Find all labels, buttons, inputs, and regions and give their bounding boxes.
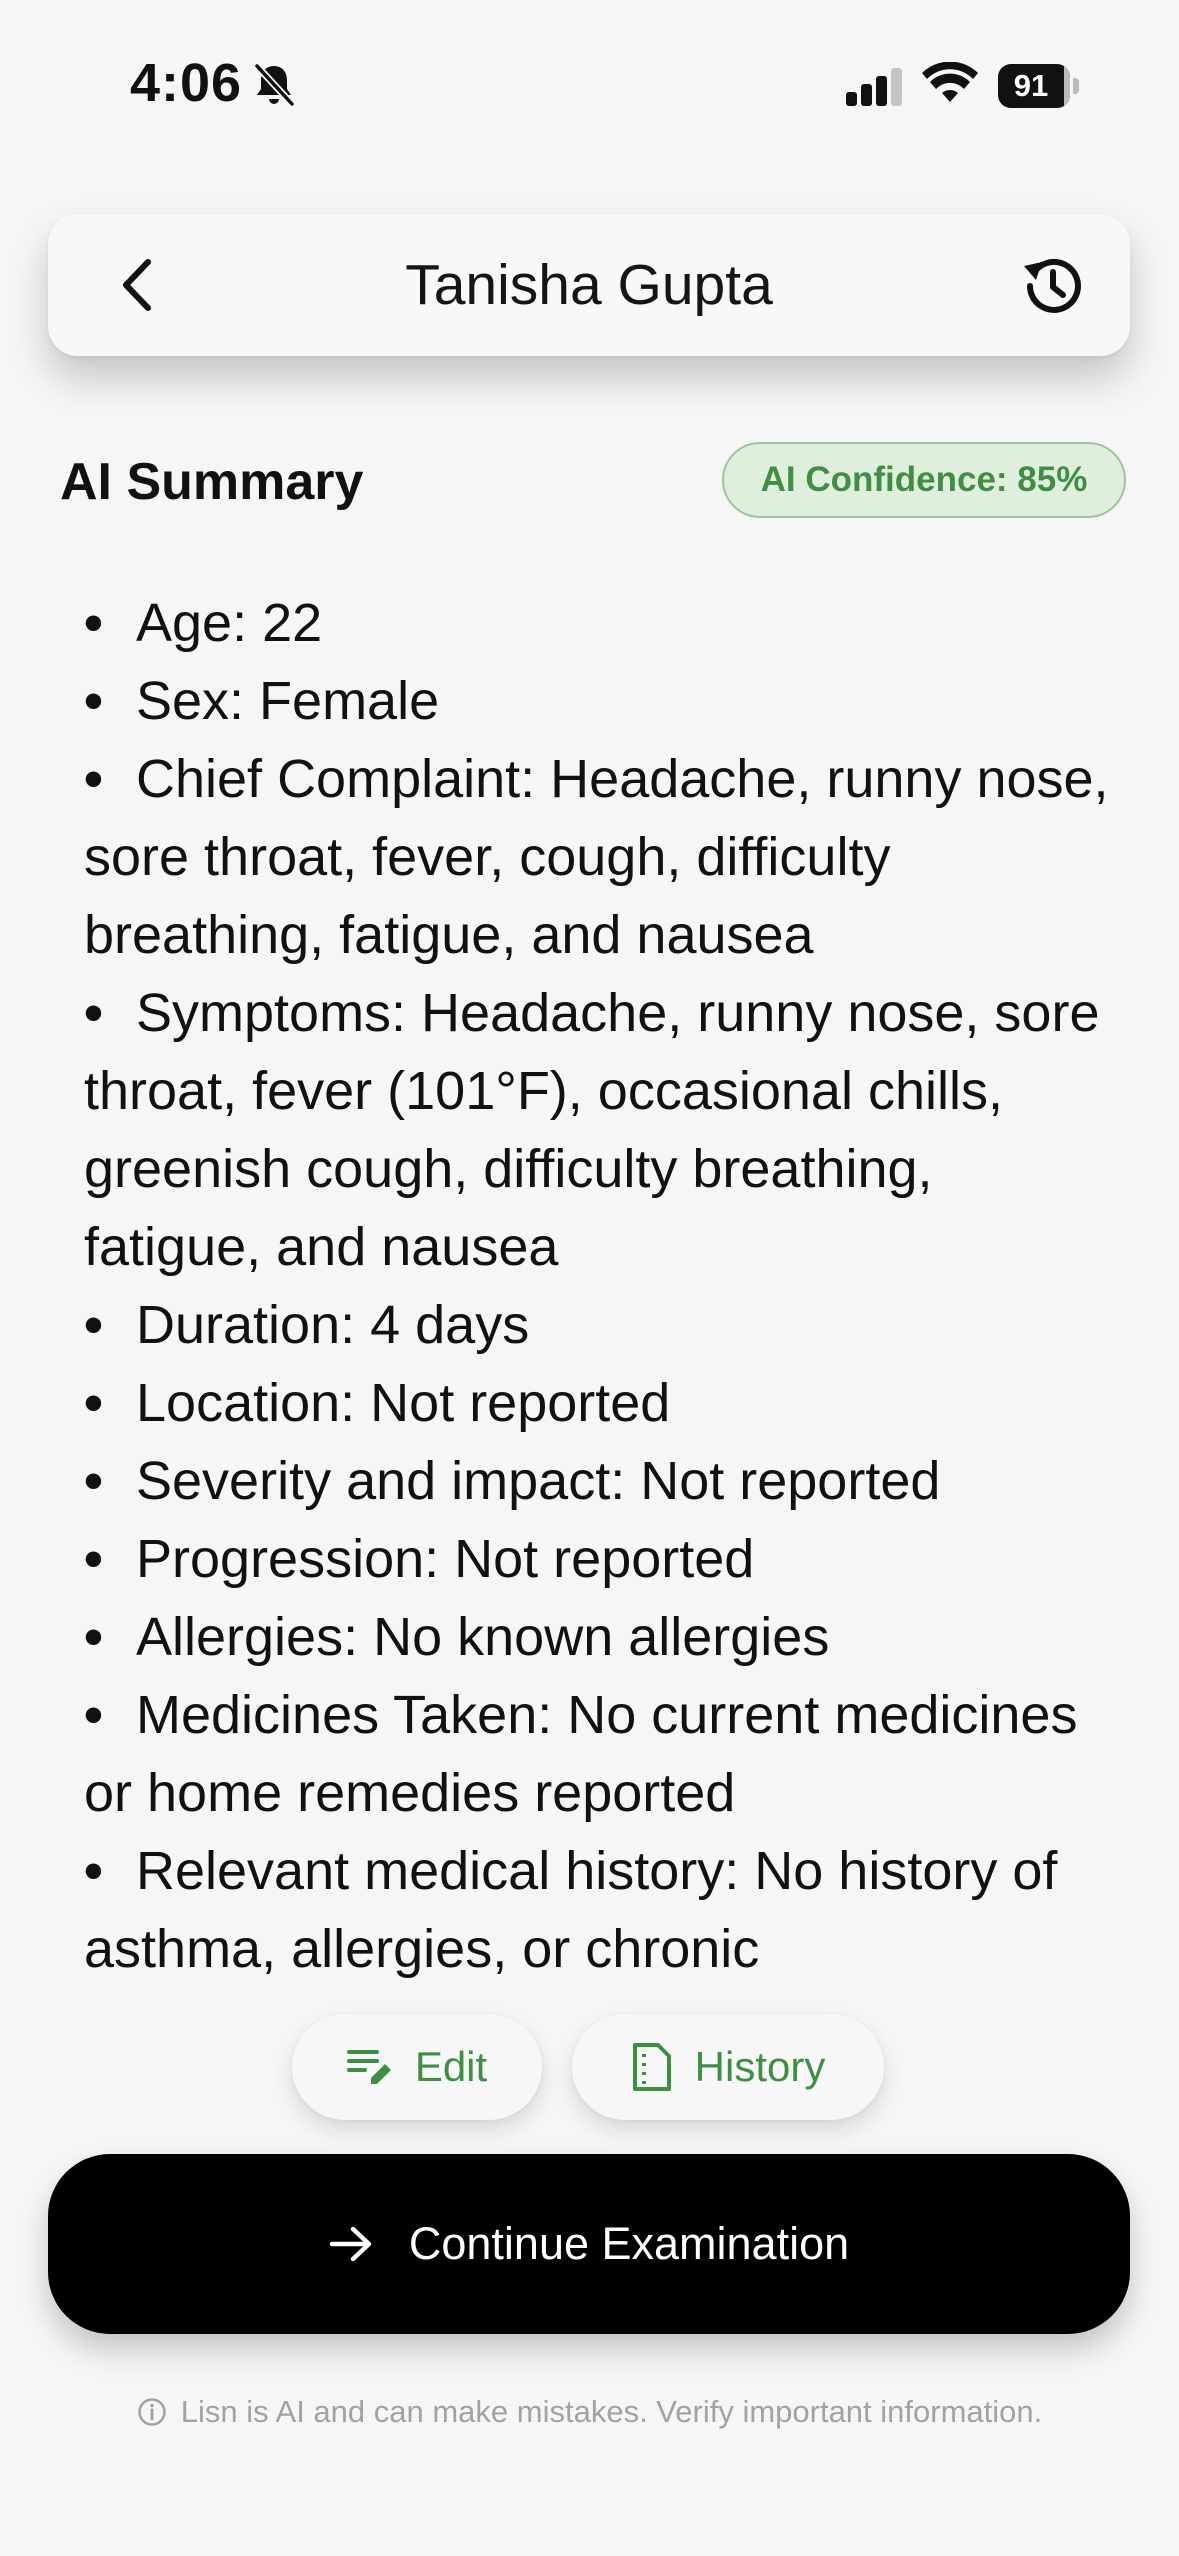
battery-body [998, 64, 1070, 108]
summary-item-sex: • Sex: Female [84, 662, 1124, 740]
summary-item-allergies: • Allergies: No known allergies [84, 1598, 1124, 1676]
continue-label: Continue Examination [408, 2218, 850, 2269]
summary-item-progression: • Progression: Not reported [84, 1520, 1124, 1598]
history-label: History [694, 2043, 826, 2090]
wifi-icon [922, 62, 978, 106]
summary-item-medicines: • Medicines Taken: No current medicines or home remedies reported [84, 1676, 1124, 1832]
patient-header [48, 214, 1130, 356]
ai-disclaimer [0, 2394, 1179, 2430]
summary-scroll-area[interactable] [0, 584, 1179, 1984]
info-icon [137, 2397, 167, 2427]
edit-label: Edit [414, 2043, 488, 2090]
ai-confidence-badge: AI Confidence: 85% [722, 442, 1126, 518]
patient-name: Tanisha Gupta [405, 253, 773, 317]
summary-item-symptoms: • Symptoms: Headache, runny nose, sore throat, fever (101°F), occasional chills, greenish cough, difficulty breathing, fatigue, and nausea [84, 974, 1124, 1286]
disclaimer-text: Lisn is AI and can make mistakes. Verify important information. [180, 2394, 1043, 2429]
edit-button[interactable] [292, 2014, 542, 2120]
clock-history-icon[interactable] [1016, 250, 1088, 322]
battery-level: 91 [1013, 68, 1049, 103]
summary-list [84, 584, 1124, 1984]
continue-examination-button[interactable] [48, 2154, 1130, 2334]
battery-empty-portion [1064, 64, 1070, 108]
cellular-signal-icon [844, 66, 906, 108]
summary-item-medical-history: • Relevant medical history: No history of asthma, allergies, or chronic [84, 1832, 1124, 1984]
summary-item-duration: • Duration: 4 days [84, 1286, 1124, 1364]
battery-cap [1073, 78, 1079, 94]
summary-item-age: • Age: 22 [84, 584, 1124, 662]
summary-title: AI Summary [60, 453, 364, 511]
summary-item-severity: • Severity and impact: Not reported [84, 1442, 1124, 1520]
edit-icon [347, 2046, 393, 2088]
summary-item-location: • Location: Not reported [84, 1364, 1124, 1442]
battery-icon [998, 64, 1078, 108]
back-chevron-icon[interactable] [104, 250, 174, 320]
arrow-right-icon [329, 2224, 373, 2264]
status-bar [0, 0, 1179, 170]
status-time: 4:06 [130, 53, 243, 113]
document-icon [631, 2042, 673, 2092]
bell-slash-icon [252, 62, 296, 108]
history-button[interactable] [572, 2014, 884, 2120]
summary-item-chief-complaint: • Chief Complaint: Headache, runny nose, sore throat, fever, cough, difficulty breathing, fatigue, and nausea [84, 740, 1124, 974]
